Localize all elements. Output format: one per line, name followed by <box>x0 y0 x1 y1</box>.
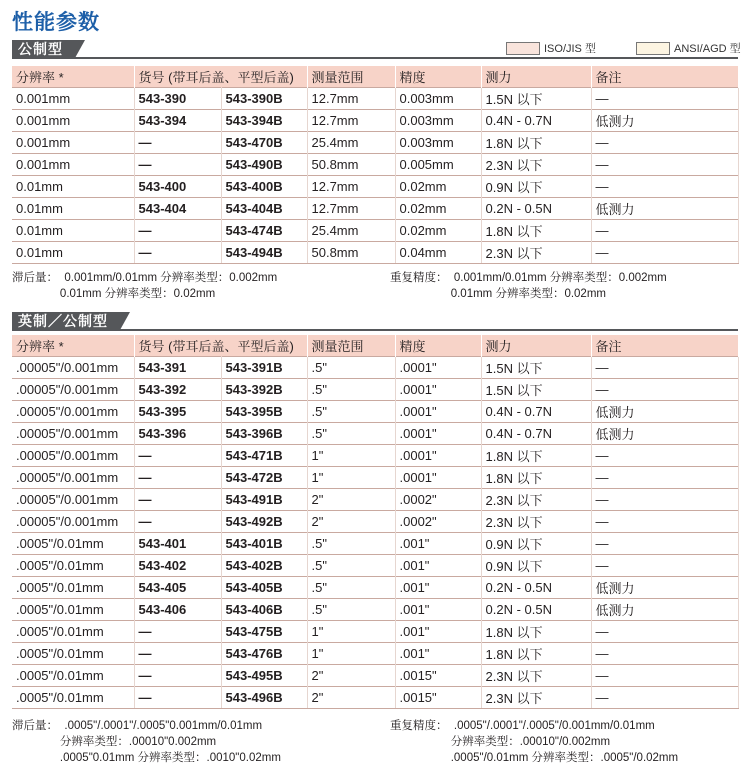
cell-order-no: — <box>134 510 221 532</box>
cell-resolution: .0005"/0.01mm <box>12 598 134 620</box>
cell-resolution: .00005"/0.001mm <box>12 466 134 488</box>
inch-section-label: 英制／公制型 <box>12 312 120 330</box>
cell-order-no: 543-392 <box>134 378 221 400</box>
cell-accuracy: .001" <box>395 642 481 664</box>
cell-resolution: 0.01mm <box>12 219 134 241</box>
table-row <box>12 532 738 554</box>
cell-force: 2.3N 以下 <box>481 241 591 263</box>
cell-order-no-b: 543-476B <box>221 642 307 664</box>
cell-order-no-b: 543-490B <box>221 153 307 175</box>
cell-order-no-b: 543-494B <box>221 241 307 263</box>
cell-remarks: 低测力 <box>591 576 738 598</box>
cell-range: .5" <box>307 598 395 620</box>
cell-resolution: .00005"/0.001mm <box>12 378 134 400</box>
cell-range: 25.4mm <box>307 131 395 153</box>
table-row <box>12 664 738 686</box>
cell-accuracy: 0.003mm <box>395 87 481 109</box>
table-row <box>12 598 738 620</box>
cell-order-no: — <box>134 444 221 466</box>
cell-resolution: .0005"/0.01mm <box>12 576 134 598</box>
cell-resolution: 0.001mm <box>12 153 134 175</box>
cell-force: 0.4N - 0.7N <box>481 109 591 131</box>
table-row <box>12 466 738 488</box>
cell-remarks: — <box>591 219 738 241</box>
header-resolution: 分辨率 * <box>12 66 134 87</box>
cell-order-no: 543-405 <box>134 576 221 598</box>
table-row <box>12 131 738 153</box>
cell-range: 12.7mm <box>307 175 395 197</box>
cell-remarks: — <box>591 87 738 109</box>
cell-order-no: — <box>134 686 221 708</box>
cell-order-no-b: 543-470B <box>221 131 307 153</box>
cell-order-no-b: 543-405B <box>221 576 307 598</box>
cell-remarks: — <box>591 444 738 466</box>
cell-force: 2.3N 以下 <box>481 686 591 708</box>
metric-spec-table <box>12 66 739 264</box>
table-row <box>12 109 738 131</box>
cell-accuracy: .0001" <box>395 466 481 488</box>
table-row <box>12 620 738 642</box>
cell-order-no: 543-400 <box>134 175 221 197</box>
cell-remarks: — <box>591 664 738 686</box>
cell-resolution: .0005"/0.01mm <box>12 532 134 554</box>
table-row <box>12 241 738 263</box>
cell-accuracy: 0.02mm <box>395 175 481 197</box>
cell-order-no-b: 543-391B <box>221 356 307 378</box>
cell-order-no: 543-394 <box>134 109 221 131</box>
legend-swatch-iso <box>506 42 540 55</box>
cell-remarks: 低测力 <box>591 109 738 131</box>
cell-resolution: 0.01mm <box>12 175 134 197</box>
cell-force: 1.8N 以下 <box>481 219 591 241</box>
cell-remarks: 低测力 <box>591 197 738 219</box>
cell-accuracy: .001" <box>395 532 481 554</box>
cell-range: .5" <box>307 400 395 422</box>
cell-order-no: 543-395 <box>134 400 221 422</box>
cell-order-no-b: 543-475B <box>221 620 307 642</box>
inch-notes-repeatability: 重复精度： .0005"/.0001"/.0005"/0.001mm/0.01mm 分辨率类型：.00010"/0.002mm .0005"/0.01mm 分辨率类型：.0005"/0.02mm <box>390 720 679 764</box>
cell-resolution: .0005"/0.01mm <box>12 620 134 642</box>
cell-resolution: .0005"/0.01mm <box>12 642 134 664</box>
cell-order-no: — <box>134 219 221 241</box>
table-row <box>12 444 738 466</box>
cell-order-no: — <box>134 466 221 488</box>
cell-range: 12.7mm <box>307 197 395 219</box>
header-order-no: 货号 (带耳后盖、平型后盖) <box>134 335 307 356</box>
table-header-row <box>12 335 738 356</box>
cell-range: .5" <box>307 378 395 400</box>
cell-order-no: — <box>134 642 221 664</box>
cell-force: 0.9N 以下 <box>481 532 591 554</box>
cell-resolution: 0.001mm <box>12 87 134 109</box>
cell-remarks: — <box>591 175 738 197</box>
header-accuracy: 精度 <box>395 66 481 87</box>
cell-order-no-b: 543-401B <box>221 532 307 554</box>
table-row <box>12 642 738 664</box>
cell-resolution: 0.01mm <box>12 197 134 219</box>
table-row <box>12 510 738 532</box>
header-resolution: 分辨率 * <box>12 335 134 356</box>
cell-accuracy: .0001" <box>395 444 481 466</box>
cell-resolution: .00005"/0.001mm <box>12 488 134 510</box>
metric-section-header <box>12 40 738 62</box>
table-row <box>12 197 738 219</box>
cell-resolution: .00005"/0.001mm <box>12 444 134 466</box>
cell-force: 1.8N 以下 <box>481 642 591 664</box>
cell-force: 1.8N 以下 <box>481 131 591 153</box>
cell-order-no: 543-401 <box>134 532 221 554</box>
cell-range: .5" <box>307 422 395 444</box>
cell-accuracy: .0001" <box>395 356 481 378</box>
cell-order-no: — <box>134 620 221 642</box>
cell-range: 1" <box>307 642 395 664</box>
page-title: 性能参数 <box>12 11 100 34</box>
header-order-no: 货号 (带耳后盖、平型后盖) <box>134 66 307 87</box>
cell-accuracy: .0015" <box>395 664 481 686</box>
legend-ansi <box>636 40 741 56</box>
inch-spec-table <box>12 335 739 709</box>
cell-remarks: — <box>591 153 738 175</box>
cell-order-no-b: 543-406B <box>221 598 307 620</box>
cell-resolution: .00005"/0.001mm <box>12 400 134 422</box>
cell-order-no-b: 543-396B <box>221 422 307 444</box>
cell-accuracy: .0001" <box>395 422 481 444</box>
cell-remarks: — <box>591 532 738 554</box>
cell-range: 1" <box>307 466 395 488</box>
cell-force: 0.9N 以下 <box>481 554 591 576</box>
cell-resolution: .0005"/0.01mm <box>12 554 134 576</box>
cell-range: 2" <box>307 488 395 510</box>
cell-order-no: — <box>134 241 221 263</box>
table-row <box>12 554 738 576</box>
cell-accuracy: .0002" <box>395 488 481 510</box>
cell-order-no: 543-404 <box>134 197 221 219</box>
cell-remarks: — <box>591 241 738 263</box>
cell-force: 2.3N 以下 <box>481 664 591 686</box>
cell-range: 2" <box>307 686 395 708</box>
cell-force: 0.2N - 0.5N <box>481 197 591 219</box>
cell-resolution: .0005"/0.01mm <box>12 664 134 686</box>
cell-accuracy: .001" <box>395 554 481 576</box>
cell-range: 1" <box>307 444 395 466</box>
cell-order-no-b: 543-402B <box>221 554 307 576</box>
section-divider <box>12 329 738 331</box>
cell-resolution: .00005"/0.001mm <box>12 510 134 532</box>
cell-force: 2.3N 以下 <box>481 510 591 532</box>
cell-order-no-b: 543-395B <box>221 400 307 422</box>
table-header-row <box>12 66 738 87</box>
table-row <box>12 488 738 510</box>
cell-remarks: — <box>591 378 738 400</box>
header-accuracy: 精度 <box>395 335 481 356</box>
cell-force: 2.3N 以下 <box>481 488 591 510</box>
cell-force: 0.4N - 0.7N <box>481 422 591 444</box>
table-row <box>12 219 738 241</box>
table-row <box>12 356 738 378</box>
cell-accuracy: 0.04mm <box>395 241 481 263</box>
cell-range: 2" <box>307 510 395 532</box>
cell-range: .5" <box>307 554 395 576</box>
cell-range: .5" <box>307 576 395 598</box>
cell-resolution: 0.01mm <box>12 241 134 263</box>
table-row <box>12 576 738 598</box>
cell-accuracy: 0.003mm <box>395 109 481 131</box>
cell-remarks: — <box>591 620 738 642</box>
cell-range: 50.8mm <box>307 241 395 263</box>
cell-accuracy: .001" <box>395 620 481 642</box>
cell-range: 50.8mm <box>307 153 395 175</box>
cell-order-no-b: 543-392B <box>221 378 307 400</box>
cell-order-no-b: 543-394B <box>221 109 307 131</box>
cell-accuracy: 0.02mm <box>395 197 481 219</box>
cell-order-no-b: 543-400B <box>221 175 307 197</box>
cell-resolution: .00005"/0.001mm <box>12 422 134 444</box>
table-row <box>12 378 738 400</box>
cell-resolution: .0005"/0.01mm <box>12 686 134 708</box>
cell-order-no-b: 543-471B <box>221 444 307 466</box>
metric-notes-repeatability: 重复精度： 0.001mm/0.01mm 分辨率类型：0.002mm 0.01mm 分辨率类型：0.02mm <box>390 272 667 300</box>
cell-force: 0.2N - 0.5N <box>481 576 591 598</box>
cell-order-no: 543-396 <box>134 422 221 444</box>
cell-remarks: — <box>591 466 738 488</box>
table-row <box>12 175 738 197</box>
cell-order-no-b: 543-491B <box>221 488 307 510</box>
cell-remarks: 低测力 <box>591 400 738 422</box>
metric-section-label: 公制型 <box>12 40 75 58</box>
legend-label-ansi: ANSI/AGD 型 <box>674 43 741 55</box>
cell-remarks: — <box>591 131 738 153</box>
legend-swatch-ansi <box>636 42 670 55</box>
table-row <box>12 153 738 175</box>
cell-force: 1.5N 以下 <box>481 378 591 400</box>
metric-notes-hysteresis: 滞后量： 0.001mm/0.01mm 分辨率类型：0.002mm 0.01mm 分辨率类型：0.02mm <box>12 272 278 300</box>
cell-remarks: 低测力 <box>591 598 738 620</box>
cell-order-no-b: 543-472B <box>221 466 307 488</box>
table-row <box>12 87 738 109</box>
cell-accuracy: 0.003mm <box>395 131 481 153</box>
cell-remarks: — <box>591 642 738 664</box>
cell-order-no: — <box>134 153 221 175</box>
inch-notes-hysteresis: 滞后量： .0005"/.0001"/.0005"0.001mm/0.01mm 分辨率类型：.00010"0.002mm .0005"0.01mm 分辨率类型：.0010"0.02mm <box>12 720 281 764</box>
legend-label-iso: ISO/JIS 型 <box>544 43 596 55</box>
cell-accuracy: .0015" <box>395 686 481 708</box>
cell-force: 0.2N - 0.5N <box>481 598 591 620</box>
cell-order-no-b: 543-404B <box>221 197 307 219</box>
cell-range: 2" <box>307 664 395 686</box>
cell-order-no-b: 543-492B <box>221 510 307 532</box>
cell-order-no: — <box>134 131 221 153</box>
cell-accuracy: 0.005mm <box>395 153 481 175</box>
cell-resolution: 0.001mm <box>12 109 134 131</box>
table-row <box>12 686 738 708</box>
cell-order-no: — <box>134 664 221 686</box>
cell-force: 1.5N 以下 <box>481 356 591 378</box>
header-range: 测量范围 <box>307 335 395 356</box>
header-range: 测量范围 <box>307 66 395 87</box>
inch-section-header <box>12 312 738 334</box>
cell-resolution: .00005"/0.001mm <box>12 356 134 378</box>
cell-accuracy: .001" <box>395 576 481 598</box>
cell-order-no-b: 543-496B <box>221 686 307 708</box>
cell-resolution: 0.001mm <box>12 131 134 153</box>
cell-order-no: 543-406 <box>134 598 221 620</box>
cell-remarks: — <box>591 488 738 510</box>
cell-remarks: — <box>591 510 738 532</box>
header-force: 测力 <box>481 66 591 87</box>
cell-accuracy: 0.02mm <box>395 219 481 241</box>
header-remarks: 备注 <box>591 66 738 87</box>
legend-iso <box>506 40 596 56</box>
cell-accuracy: .001" <box>395 598 481 620</box>
cell-range: .5" <box>307 532 395 554</box>
cell-order-no: 543-390 <box>134 87 221 109</box>
cell-remarks: — <box>591 554 738 576</box>
cell-force: 0.4N - 0.7N <box>481 400 591 422</box>
cell-force: 1.8N 以下 <box>481 444 591 466</box>
cell-force: 1.8N 以下 <box>481 466 591 488</box>
header-force: 测力 <box>481 335 591 356</box>
cell-range: 12.7mm <box>307 109 395 131</box>
cell-range: 1" <box>307 620 395 642</box>
cell-range: 25.4mm <box>307 219 395 241</box>
cell-force: 0.9N 以下 <box>481 175 591 197</box>
section-divider <box>12 57 738 59</box>
cell-order-no-b: 543-495B <box>221 664 307 686</box>
cell-accuracy: .0002" <box>395 510 481 532</box>
table-row <box>12 422 738 444</box>
cell-accuracy: .0001" <box>395 378 481 400</box>
cell-remarks: 低测力 <box>591 422 738 444</box>
cell-remarks: — <box>591 356 738 378</box>
cell-force: 1.8N 以下 <box>481 620 591 642</box>
table-row <box>12 400 738 422</box>
cell-accuracy: .0001" <box>395 400 481 422</box>
cell-force: 1.5N 以下 <box>481 87 591 109</box>
cell-remarks: — <box>591 686 738 708</box>
cell-order-no-b: 543-474B <box>221 219 307 241</box>
cell-order-no: 543-402 <box>134 554 221 576</box>
cell-force: 2.3N 以下 <box>481 153 591 175</box>
cell-range: 12.7mm <box>307 87 395 109</box>
cell-range: .5" <box>307 356 395 378</box>
cell-order-no: — <box>134 488 221 510</box>
header-remarks: 备注 <box>591 335 738 356</box>
cell-order-no-b: 543-390B <box>221 87 307 109</box>
cell-order-no: 543-391 <box>134 356 221 378</box>
